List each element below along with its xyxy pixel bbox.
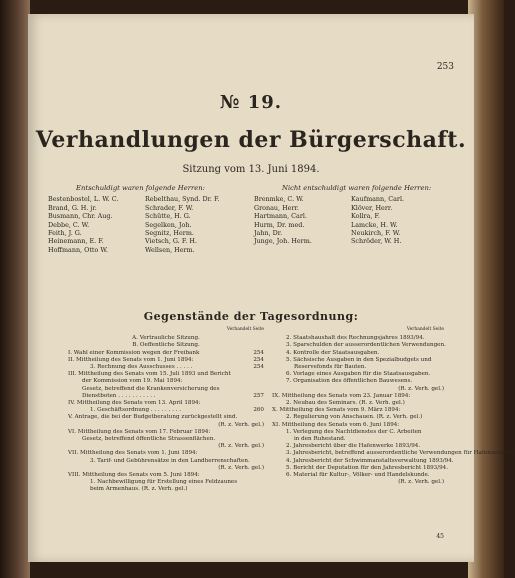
agenda-item-text: A. Vertrauliche Sitzung. xyxy=(132,335,200,342)
member-name: Brenmke, C. W. xyxy=(254,195,304,204)
agenda-item xyxy=(272,364,444,371)
agenda-item-text: (R. z. Verh. gel.) xyxy=(398,385,444,392)
agenda-item-text: 2. Staatshaushalt des Rechnungsjahres 1893/94. xyxy=(286,335,425,342)
agenda-item xyxy=(68,465,264,472)
signature-mark: 45 xyxy=(436,533,444,540)
agenda-item-text: IV. Mittheilung des Senats vom 13. April 1894: xyxy=(68,400,201,407)
session-date: Sitzung vom 13. Juni 1894. xyxy=(182,164,320,175)
agenda-item xyxy=(272,429,444,436)
agenda-item-page: 254 xyxy=(253,364,264,371)
agenda-item-text: (R. z. Verh. gel.) xyxy=(218,464,264,471)
agenda-item-text: XI. Mittheilung des Senats vom 6. Juni 1894: xyxy=(272,421,400,428)
member-name: Brand, G. H. jr. xyxy=(48,203,97,212)
agenda-item xyxy=(272,450,515,457)
agenda-item-text: Reservefonds für Bauten. xyxy=(294,364,367,371)
member-name: Heinemann, E. F. xyxy=(48,237,104,246)
agenda-title: Gegenstände der Tagesordnung: xyxy=(143,310,359,323)
agenda-item-text: 3. Sparschulden der ausserordentlichen Verwendungen. xyxy=(286,342,446,349)
agenda-item-text: I. Wahl einer Kommission wegen der Freibank xyxy=(68,349,200,356)
member-name: Lamcke, H. W. xyxy=(351,220,398,229)
member-name: Busmann, Chr. Aug. xyxy=(48,212,113,221)
member-name: Hurm, Dr. med. xyxy=(254,220,305,229)
agenda-item-text: 3. Tarif- und Gebührensätze in den Landherrenschaften. xyxy=(90,457,250,464)
member-name: Vietsch, G. F. H. xyxy=(145,237,197,246)
agenda-item xyxy=(272,400,444,407)
agenda-item xyxy=(68,371,264,378)
agenda-item xyxy=(272,342,444,349)
agenda-item xyxy=(272,378,444,385)
agenda-item-text: 5. Sächsische Ausgaben in den Spezialbudgets und xyxy=(286,356,432,363)
member-name: Segnitz, Herm. xyxy=(145,229,194,238)
member-name: Gronau, Herr. xyxy=(254,203,299,212)
member-name: Jahn, Dr. xyxy=(254,229,283,238)
absent-excused-heading: Entschuldigt waren folgende Herren: xyxy=(76,184,205,192)
agenda-item-text: Gesetz, betreffend die Krankenversicherung des xyxy=(82,385,220,392)
agenda-item-text: der Kommission vom 19. Mai 1894: xyxy=(82,378,183,385)
agenda-item xyxy=(272,422,444,429)
agenda-item-text: VI. Mittheilung des Senats vom 17. Februar 1894: xyxy=(68,428,211,435)
agenda-item xyxy=(68,342,264,349)
agenda-item-text: 7. Organisation des öffentlichen Bauwesens. xyxy=(286,378,413,385)
agenda-item-text: B. Oeffentliche Sitzung. xyxy=(132,342,200,349)
agenda-item-text: IX. Mittheilung des Senats vom 23. Januar 1894: xyxy=(272,392,411,399)
page-title: Verhandlungen der Bürgerschaft. xyxy=(35,127,467,153)
agenda-item-page: 254 xyxy=(253,356,264,363)
agenda-item xyxy=(272,457,454,465)
agenda-item-text: VII. Mittheilung des Senats vom 1. Juni 1894: xyxy=(68,450,198,457)
document-page xyxy=(28,14,515,562)
agenda-item-page: 254 xyxy=(253,349,264,356)
agenda-item-text: 1. Geschäftsordnung . . . . . . . . . xyxy=(90,407,182,414)
absent-excused-list xyxy=(48,195,234,254)
member-name: Schröder, W. H. xyxy=(351,237,402,246)
agenda-item xyxy=(272,479,444,486)
member-name: Schrader, F. W. xyxy=(145,203,194,212)
page-ref-label: Verhandelt Seite xyxy=(226,327,264,332)
agenda-item xyxy=(272,350,444,357)
agenda-item-text: 4. Jahresbericht der Schwimmanstaltsverwaltung 1893/94. xyxy=(286,457,454,464)
agenda-item-text: III. Mittheilung des Senats vom 15. Juli 1893 und Bericht xyxy=(68,371,231,378)
agenda-item xyxy=(68,364,264,371)
absent-excused-section xyxy=(48,184,234,254)
member-name: Bestenbostel, L. W. C. xyxy=(48,195,119,204)
agenda-item-text: 2. Neubau des Seminars. (R. z. Verh. gel.) xyxy=(286,400,405,407)
agenda-item xyxy=(272,335,444,342)
agenda-item xyxy=(68,386,264,393)
agenda-item xyxy=(68,407,264,414)
member-name: Hoffmann, Otto W. xyxy=(48,245,108,254)
member-name: Rebelthau, Synd. Dr. F. xyxy=(145,195,220,204)
agenda-item xyxy=(68,335,264,342)
member-name: Kaufmann, Carl. xyxy=(351,195,405,204)
agenda-item xyxy=(68,400,264,407)
agenda-item xyxy=(68,350,264,357)
book-spine-left xyxy=(0,0,30,578)
agenda-item xyxy=(68,422,264,429)
agenda-item-page: 260 xyxy=(253,407,264,414)
agenda-item-text: 2. Jahresbericht über die Hafenwerke 1893/94. xyxy=(286,443,421,450)
agenda-item xyxy=(272,436,444,443)
agenda-item-text: (R. z. Verh. gel.) xyxy=(398,479,444,486)
agenda-item xyxy=(68,472,264,479)
page-number: 253 xyxy=(436,62,454,72)
member-name: Feith, J. G. xyxy=(48,229,82,238)
member-name: Klöver, Herr. xyxy=(351,203,393,212)
agenda-item xyxy=(68,429,264,436)
agenda-item xyxy=(272,443,444,450)
agenda-item xyxy=(68,443,264,450)
agenda-item-text: 6. Vorlage eines Ausgaben für die Staatsausgaben. xyxy=(286,371,431,378)
member-name: Kollra, F. xyxy=(351,212,380,221)
agenda-item-text: VIII. Mittheilung des Senats vom 5. Juni 1894: xyxy=(68,472,200,479)
issue-number: № 19. xyxy=(219,92,283,113)
agenda-item-text: (R. z. Verh. gel.) xyxy=(218,443,264,450)
agenda-item-text: in den Ruhestand. xyxy=(294,436,346,443)
absent-unexcused-list xyxy=(254,195,440,245)
member-name: Debbe, C. W. xyxy=(48,220,90,229)
agenda-item xyxy=(68,393,264,400)
agenda-item-text: 2. Regulierung von Anschauen. (R. z. Verh. gel.) xyxy=(286,414,423,421)
absent-unexcused-section xyxy=(254,184,440,246)
agenda-item xyxy=(272,393,444,400)
agenda-right-column xyxy=(272,326,515,486)
member-name: Junge, Joh. Herm. xyxy=(254,237,312,246)
agenda-item xyxy=(272,357,444,364)
agenda-item xyxy=(68,378,264,385)
agenda-item xyxy=(272,386,444,393)
page-ref-label: Verhandelt Seite xyxy=(406,327,444,332)
agenda-item xyxy=(68,357,264,364)
member-name: Segelken, Joh. xyxy=(145,220,192,229)
agenda-item xyxy=(68,458,264,465)
agenda-item-text: 1. Verlegung des Nachtdienstes der C. Arbeiten xyxy=(286,428,422,435)
agenda-item xyxy=(68,486,264,493)
agenda-item-text: 6. Material für Kultur-, Völker- und Handelskunde. xyxy=(286,472,430,479)
agenda-item-text: beim Armenhaus. (R. z. Verh. gel.) xyxy=(90,486,188,493)
agenda-item-page: 257 xyxy=(253,392,264,399)
agenda-item-text: 5. Bericht der Deputation für den Jahresbericht 1893/94. xyxy=(286,464,449,471)
agenda-item xyxy=(68,450,264,457)
agenda-item-text: (R. z. Verh. gel.) xyxy=(218,421,264,428)
agenda-item-text: 1. Nachbewilligung für Erstellung eines Feldzaunes xyxy=(90,479,238,486)
agenda-item-text: II. Mittheilung des Senats vom 1. Juni 1894: xyxy=(68,356,194,363)
absent-unexcused-heading: Nicht entschuldigt waren folgende Herren: xyxy=(282,184,432,192)
member-name: Neukirch, F. W. xyxy=(351,229,401,238)
agenda-item-text: 3. Jahresbericht, betreffend ausserordentliche Verwendungen für Hafenanlagen. xyxy=(286,450,515,457)
agenda-item-text: Dienstboten . . . . . . . . . . . xyxy=(82,392,156,399)
agenda-item xyxy=(272,414,444,421)
member-name: Schütte, H. G. xyxy=(145,212,191,221)
agenda-item-text: V. Antrage, die bei der Budgetberatung zurückgestellt sind. xyxy=(68,414,238,421)
agenda-item-text: 3. Rechnung des Ausschusses . . . . . xyxy=(90,364,193,371)
agenda-item-text: Gesetz, betreffend öffentliche Strassenflächen. xyxy=(82,436,216,443)
agenda-item xyxy=(272,371,444,378)
agenda-left-column xyxy=(68,326,264,494)
agenda-item xyxy=(272,464,449,472)
member-name: Wellsen, Herm. xyxy=(145,245,195,254)
agenda-item xyxy=(68,414,264,421)
agenda-item-text: X. Mittheilung des Senats vom 9. März 1894: xyxy=(272,407,401,414)
agenda-item-text: 4. Kontrolle der Staatsausgaben. xyxy=(286,349,380,356)
member-name: Hartmann, Carl. xyxy=(254,212,308,221)
